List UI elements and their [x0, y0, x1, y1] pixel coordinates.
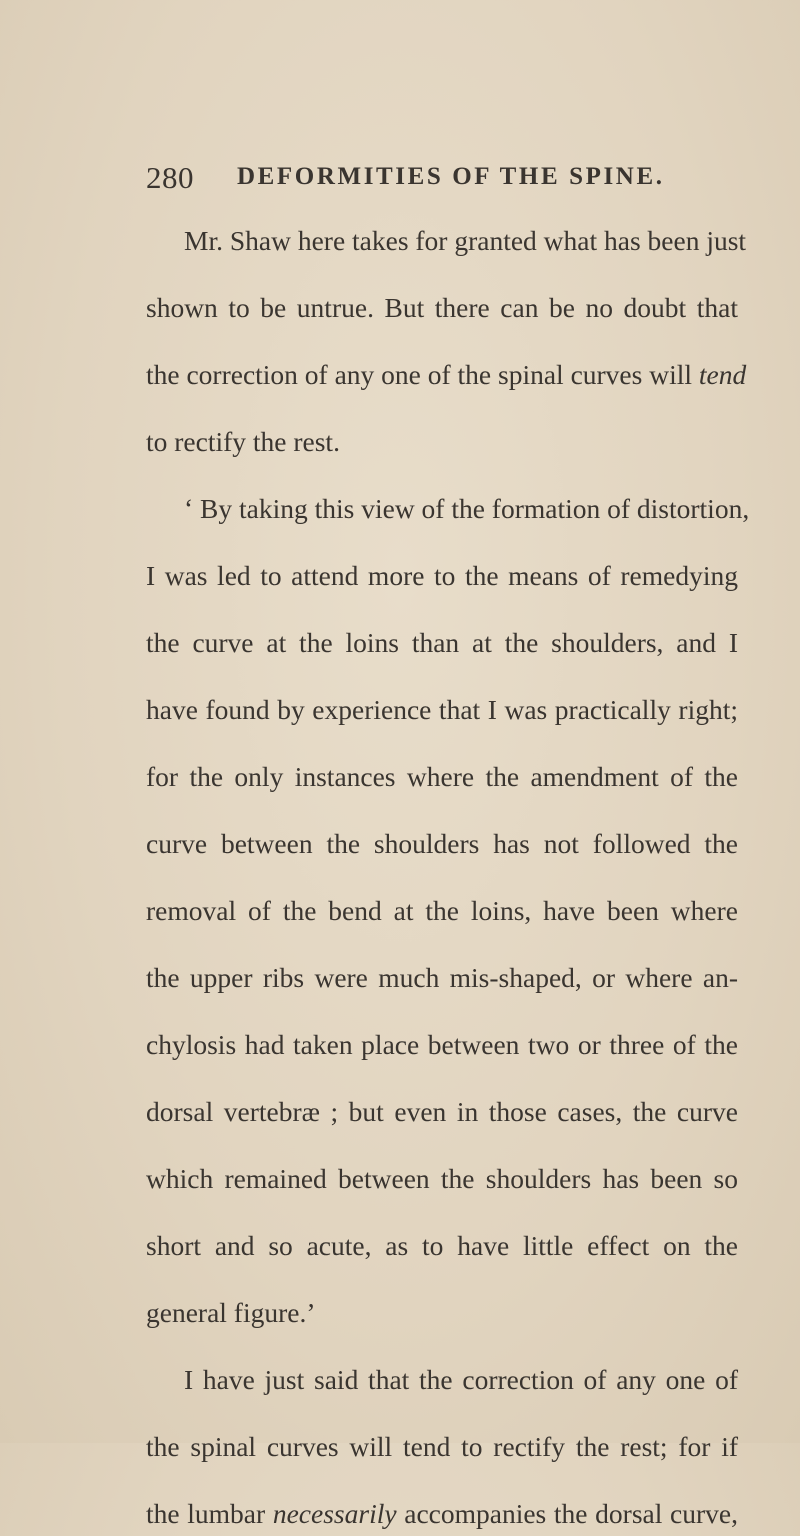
text-line: the curve at the loins than at the shoulders, and I	[146, 627, 738, 658]
italic-word: necessarily	[272, 1498, 397, 1529]
text-line: have found by experience that I was practically right;	[146, 694, 738, 725]
page-number: 280	[146, 160, 194, 195]
text-line: removal of the bend at the loins, have been where	[146, 895, 738, 926]
text-line: dorsal vertebræ ; but even in those cases, the curve	[146, 1096, 738, 1127]
text-span: accompanies the dorsal curve,	[396, 1498, 738, 1529]
text-line: to rectify the rest.	[146, 426, 340, 457]
text-line: I was led to attend more to the means of remedying	[146, 560, 738, 591]
running-head	[146, 160, 746, 200]
text-line: the spinal curves will tend to rectify the rest; for if	[146, 1431, 738, 1462]
text-line: which remained between the shoulders has been so	[146, 1163, 738, 1194]
text-line: the upper ribs were much mis-shaped, or where an-	[146, 962, 738, 993]
text-line: Mr. Shaw here takes for granted what has been just	[184, 225, 747, 256]
text-span: the lumbar	[146, 1498, 273, 1529]
text-line: chylosis had taken place between two or three of the	[146, 1029, 738, 1060]
text-line: shown to be untrue. But there can be no doubt that	[146, 292, 738, 323]
text-span: the correction of any one of the spinal curves will	[146, 359, 699, 390]
text-line: short and so acute, as to have little effect on the	[146, 1230, 738, 1261]
text-line	[146, 1492, 738, 1536]
text-line	[146, 353, 747, 397]
running-title: DEFORMITIES OF THE SPINE.	[237, 163, 665, 190]
text-line: ‘ By taking this view of the formation of distortion,	[184, 493, 750, 524]
text-line: general figure.’	[146, 1297, 316, 1328]
text-line: curve between the shoulders has not followed the	[146, 828, 738, 859]
text-line: for the only instances where the amendment of the	[146, 761, 738, 792]
italic-word: tend	[698, 359, 747, 390]
text-line: I have just said that the correction of any one of	[184, 1364, 738, 1395]
